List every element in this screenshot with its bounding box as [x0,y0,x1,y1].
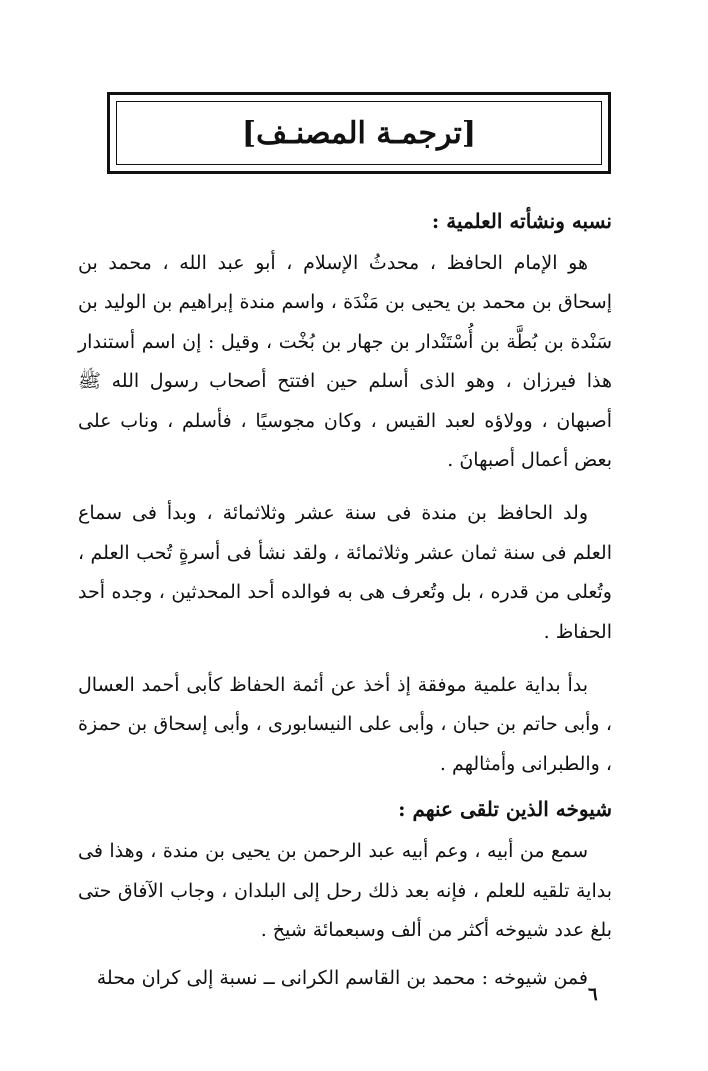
page-number: ٦ [588,984,598,1005]
paragraph-teacher-list: فمن شيوخه : محمد بن القاسم الكرانى ــ نسبة إلى كران محلة [96,966,588,989]
title-frame [107,92,611,174]
title-inner-frame [116,101,602,165]
paragraph-lineage: هو الإمام الحافظ ، محدثُ الإسلام ، أبو عبد الله ، محمد بن إسحاق بن محمد بن يحيى بن مَنْدَة ، واسم مندة إبراهيم بن الوليد بن سَنْدة بن بُطَّة بن أُسْتَنْدار بن جهار بن بُخْت ، وقيل : إن اسم أستندار هذا فيرزان ، وهو الذى أسلم حين افتتح أصحاب رسول الله ﷺ أصبهان ، وولاؤه لعبد القيس ، وكان مجوسيًا ، فأسلم ، وناب على بعض أعمال أصبهانَ . [78,252,612,472]
text-body [78,204,612,1006]
section-heading-lineage: نسبه ونشأته العلمية : [431,209,612,233]
section-heading-teachers: شيوخه الذين تلقى عنهم : [398,797,612,822]
page-title: [ترجمـة المصنـف] [241,115,477,151]
paragraph-beginning: بدأ بداية علمية موفقة إذ أخذ عن أئمة الحفاظ كأبى أحمد العسال ، وأبى حاتم بن حبان ، وأبى على النيسابورى ، وأبى إسحاق بن حمزة ، والطبرانى وأمثالهم . [78,674,612,775]
paragraph-birth: ولد الحافظ بن مندة فى سنة عشر وثلاثمائة ، وبدأ فى سماع العلم فى سنة ثمان عشر وثلاثمائة ، ولقد نشأ فى أسرةٍ تُحب العلم ، وتُعلى من قدره ، بل وتُعرف هى به فوالده أحد المحدثين ، وجده أحد الحفاظ . [78,502,612,643]
paragraph-teachers: سمع من أبيه ، وعم أبيه عبد الرحمن بن يحيى بن مندة ، وهذا فى بداية تلقيه للعلم ، فإنه بعد ذلك رحل إلى البلدان ، وجاب الآفاق حتى بلغ عدد شيوخه أكثر من ألف وسبعمائة شيخ . [78,840,612,942]
